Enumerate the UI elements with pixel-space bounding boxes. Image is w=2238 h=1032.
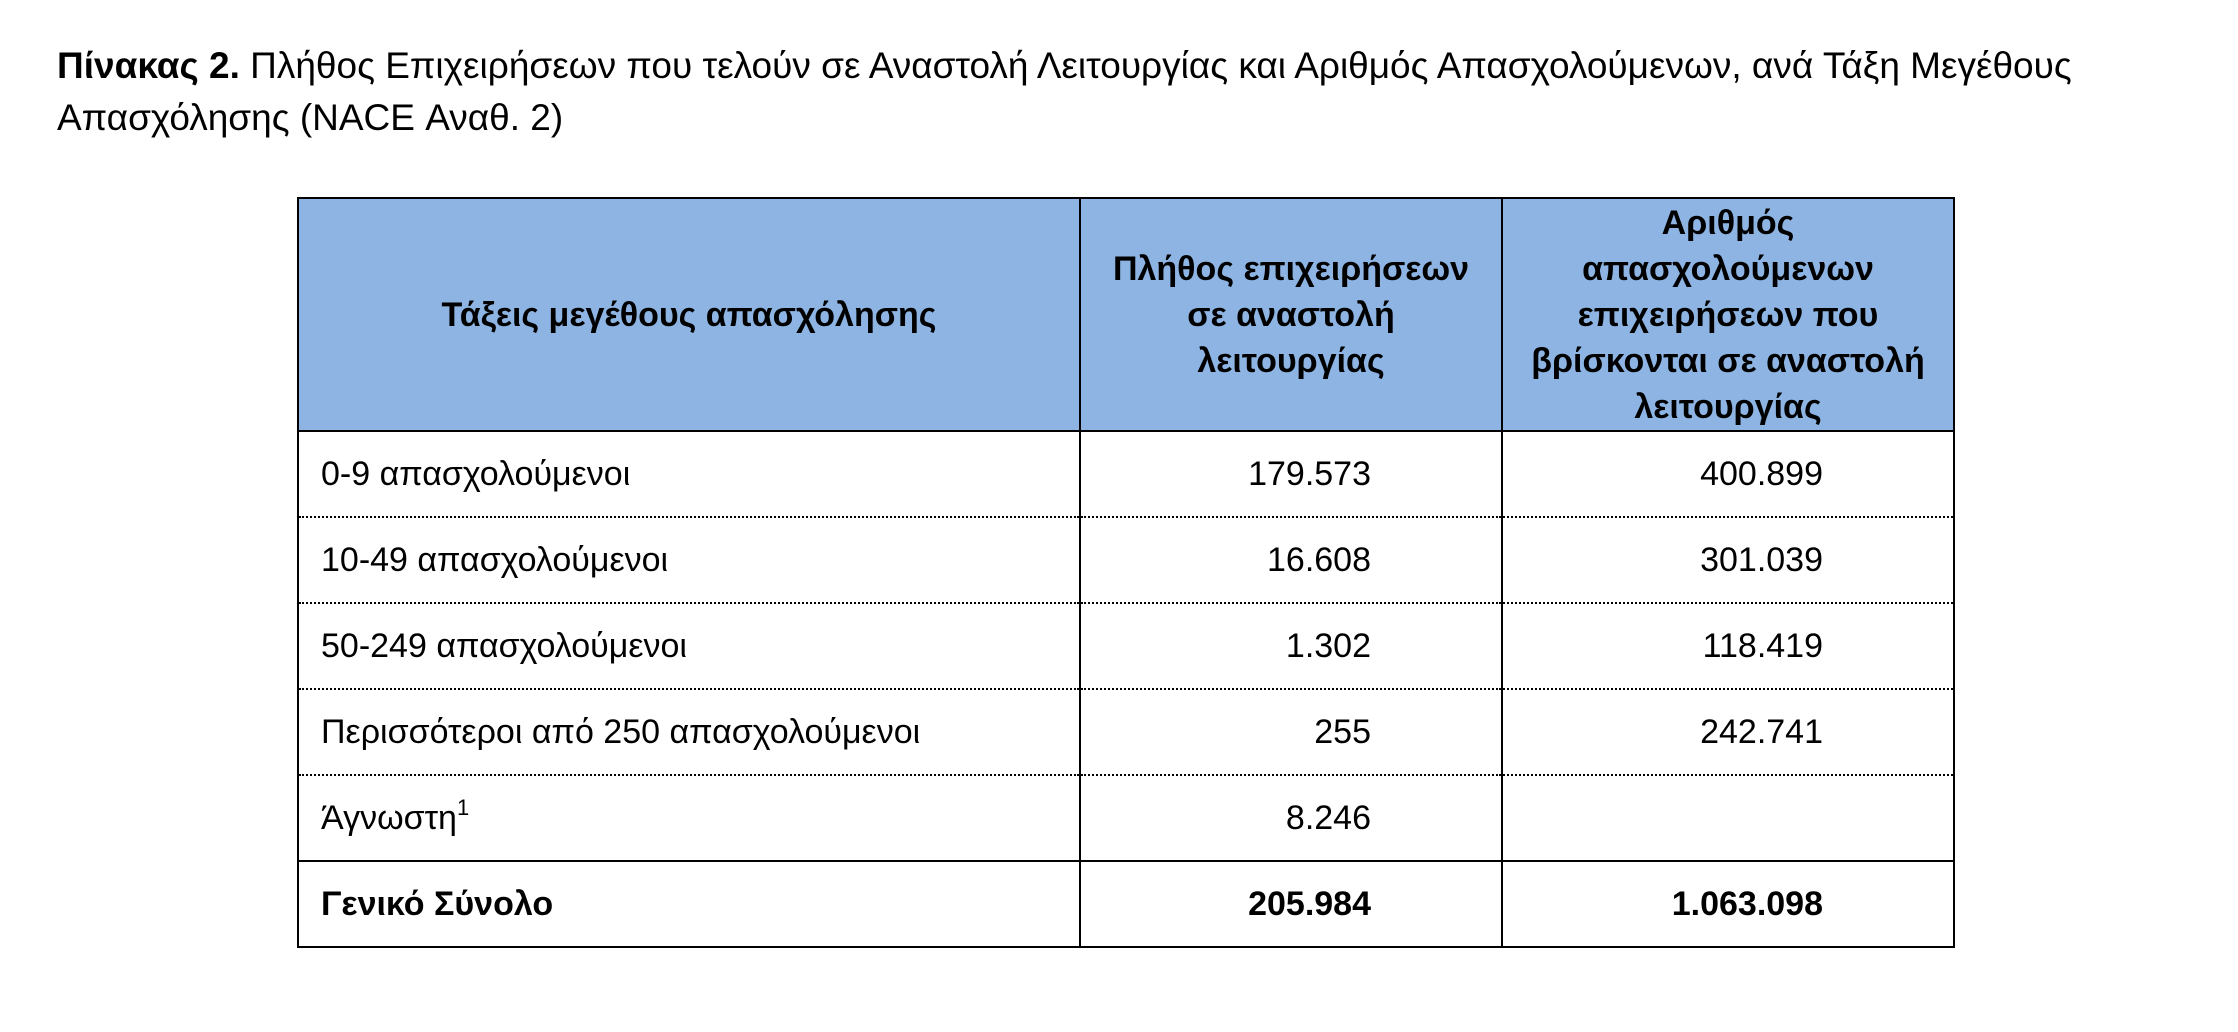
header-employees-count-text: Αριθμός απασχολούμενων επιχειρήσεων που βρίσκονται σε αναστολή λειτουργίας bbox=[1531, 203, 1925, 426]
row-businesses-value: 255 bbox=[1080, 689, 1502, 775]
row-employees-value: 242.741 bbox=[1502, 689, 1954, 775]
row-employees-value: 400.899 bbox=[1502, 431, 1954, 517]
row-label-text: 0-9 απασχολούμενοι bbox=[321, 454, 631, 493]
employment-size-table bbox=[297, 197, 1955, 948]
row-label-text: 10-49 απασχολούμενοι bbox=[321, 540, 669, 579]
row-employees-value: 118.419 bbox=[1502, 603, 1954, 689]
table-row bbox=[298, 775, 1954, 861]
row-employees-value bbox=[1502, 775, 1954, 861]
row-label bbox=[298, 431, 1080, 517]
total-businesses-value: 205.984 bbox=[1080, 861, 1502, 947]
row-label-text: Περισσότεροι από 250 απασχολούμενοι bbox=[321, 712, 921, 751]
header-businesses-count bbox=[1080, 198, 1502, 431]
row-label bbox=[298, 689, 1080, 775]
table-caption-text: Πλήθος Επιχειρήσεων που τελούν σε Αναστολή Λειτουργίας και Αριθμός Απασχολούμενων, ανά Τάξη Μεγέθους Απασχόλησης (NACE Αναθ. 2) bbox=[57, 45, 2072, 138]
header-businesses-count-text: Πλήθος επιχειρήσεων σε αναστολή λειτουργίας bbox=[1112, 249, 1470, 380]
footnote-marker: 1 bbox=[456, 794, 470, 820]
total-label: Γενικό Σύνολο bbox=[298, 861, 1080, 947]
table-total-row bbox=[298, 861, 1954, 947]
table-row bbox=[298, 689, 1954, 775]
row-label bbox=[298, 603, 1080, 689]
table-caption-label: Πίνακας 2. bbox=[57, 45, 240, 86]
row-employees-value: 301.039 bbox=[1502, 517, 1954, 603]
table-container bbox=[297, 197, 1955, 948]
total-employees-value: 1.063.098 bbox=[1502, 861, 1954, 947]
table-header-row bbox=[298, 198, 1954, 431]
table-caption bbox=[57, 40, 2197, 144]
row-label bbox=[298, 517, 1080, 603]
row-businesses-value: 8.246 bbox=[1080, 775, 1502, 861]
table-row bbox=[298, 517, 1954, 603]
header-size-class: Τάξεις μεγέθους απασχόλησης bbox=[298, 198, 1080, 431]
row-label bbox=[298, 775, 1080, 861]
header-employees-count bbox=[1502, 198, 1954, 431]
table-row bbox=[298, 431, 1954, 517]
row-label-text: Άγνωστη bbox=[321, 798, 457, 837]
table-row bbox=[298, 603, 1954, 689]
row-businesses-value: 16.608 bbox=[1080, 517, 1502, 603]
row-label-text: 50-249 απασχολούμενοι bbox=[321, 626, 687, 665]
row-businesses-value: 1.302 bbox=[1080, 603, 1502, 689]
row-businesses-value: 179.573 bbox=[1080, 431, 1502, 517]
